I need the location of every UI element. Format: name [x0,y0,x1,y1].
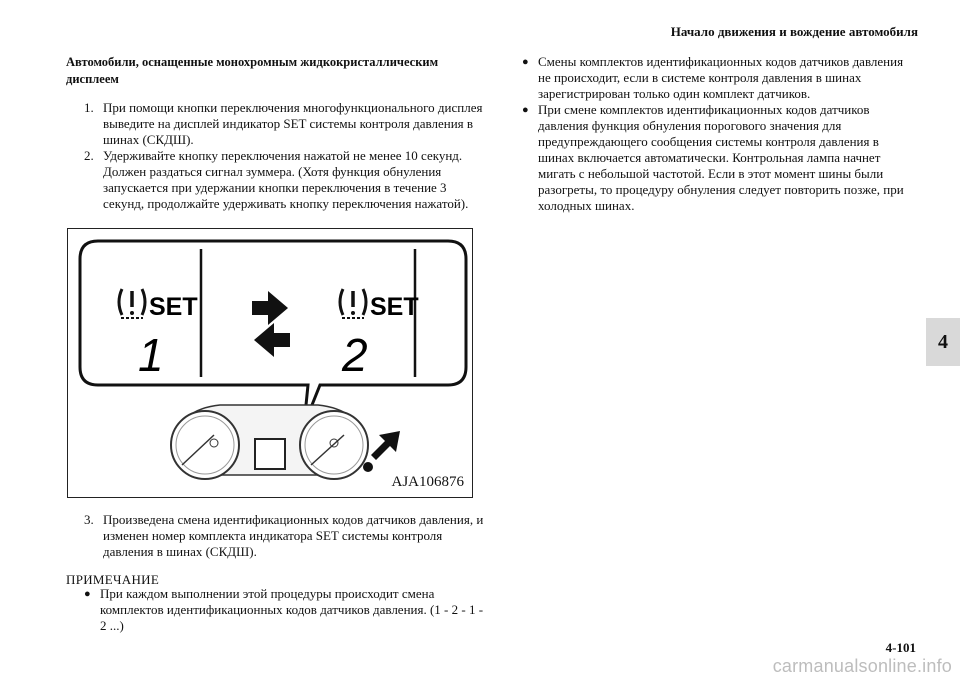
note-list [84,586,484,634]
set-label-right: SET [370,293,419,321]
note-text: При каждом выполнении этой процедуры происходит смена комплектов идентификационных кодов датчиков давления. (1 - 2 - 1 - 2 ...) [100,586,484,633]
pointer-arrow-icon [371,431,400,460]
bullet-icon: ● [522,56,529,68]
page-number: 4-101 [885,640,916,655]
cluster-illustration [68,229,472,497]
set-number-left: 1 [138,329,164,381]
step-number: 2. [84,148,94,163]
note-text: При смене комплектов идентификационных кодов датчиков давления функция обнуления порогового значения для предупреждающего сообщения системы контроля давления в шинах включается автоматически. Контрольная лампа начнет мигать с небольшой частотой. Если в этот момент шины были разогреты, то процедуру обнуления следует повторить позже, при холодных шинах. [538,102,904,213]
multi-info-display [255,439,285,469]
speedometer-gauge [171,411,239,479]
step-text: При помощи кнопки переключения многофункционального дисплея выведите на дисплей индикатор SET системы контроля давления в шинах (СКДШ). [103,100,483,147]
bullet-icon: ● [522,104,529,116]
note-item [522,54,917,102]
tachometer-gauge [300,411,368,479]
step-item [84,100,484,148]
watermark: carmanualsonline.info [772,656,952,676]
step-text: Произведена смена идентификационных кодов датчиков давления, и изменен номер комплекта индикатора SET системы контроля давления в шинах (СКДШ). [103,512,484,559]
step-item [84,148,484,212]
set-number-right: 2 [342,329,368,381]
page-header: Начало движения и вождение автомобиля [670,24,918,39]
step-item [84,512,484,560]
display-switch-button [363,462,373,472]
step-text: Удерживайте кнопку переключения нажатой не менее 10 секунд. Должен раздаться сигнал зуммера. (Хотя функция обнуления запускается при удержании кнопки переключения в течение 3 секунд, продолжайте удерживать кнопку переключения нажатой). [103,148,469,211]
instrument-cluster-figure [67,228,473,498]
note-item [522,102,917,214]
bullet-icon: ● [84,588,91,600]
step-number: 3. [84,512,94,527]
section-title: Автомобили, оснащенные монохромным жидкокристаллическим дисплеем [66,55,439,86]
right-column-notes [522,54,917,214]
note-text: Смены комплектов идентификационных кодов датчиков давления не происходит, если в системе контроля давления в шинах зарегистрирован только один комплект датчиков. [538,54,904,101]
step-number: 1. [84,100,94,115]
set-label-left: SET [149,293,198,321]
figure-code: AJA106876 [391,474,464,490]
chapter-tab: 4 [926,318,960,366]
note-item [84,586,484,634]
note-title: ПРИМЕЧАНИЕ [66,572,160,587]
steps-list [84,100,484,212]
